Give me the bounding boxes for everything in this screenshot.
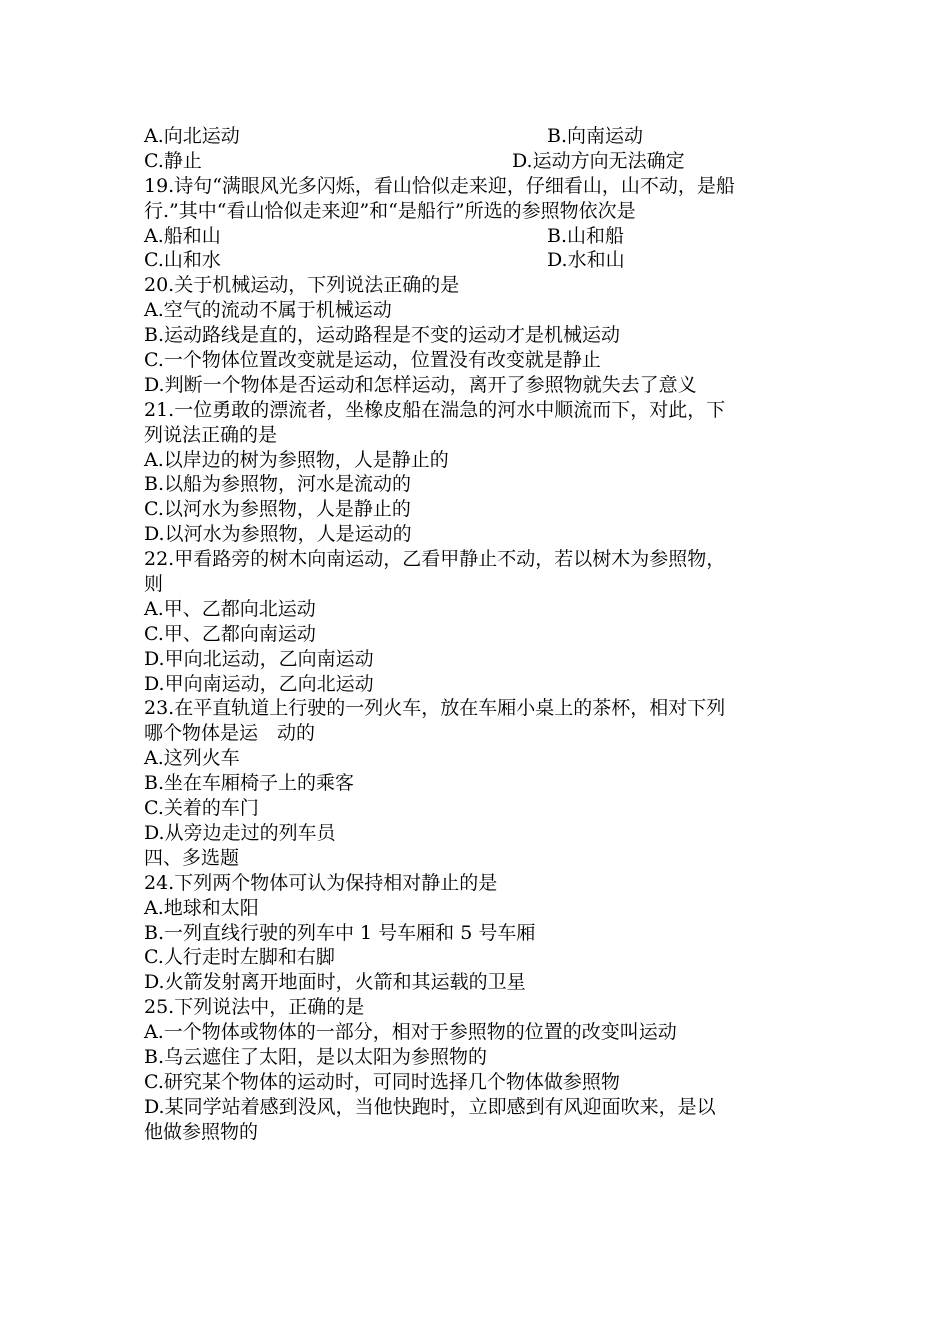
- q18-options-row-2: [144, 149, 814, 174]
- q18-option-d: D.运动方向无法确定: [512, 149, 685, 172]
- q18-option-b: B.向南运动: [547, 125, 644, 147]
- q22-stem-line-2: 则: [144, 573, 164, 596]
- q19-options-row-1: [144, 224, 814, 249]
- q20-option-c: C.一个物体位置改变就是运动，位置没有改变就是静止: [144, 349, 601, 372]
- q19-stem-line-2: 行.”其中“看山恰似走来迎”和“是船行”所选的参照物依次是: [144, 199, 636, 222]
- q23-option-d: D.从旁边走过的列车员: [144, 821, 336, 844]
- q21-stem-line-1: 21.一位勇敢的漂流者，坐橡皮船在湍急的河水中顺流而下，对此，下: [144, 398, 726, 421]
- q20-option-d: D.判断一个物体是否运动和怎样运动，离开了参照物就失去了意义: [144, 373, 697, 396]
- q23-option-a: A.这列火车: [144, 747, 240, 770]
- q20-option-b: B.运动路线是直的，运动路程是不变的运动才是机械运动: [144, 324, 621, 347]
- q22-stem-line-1: 22.甲看路旁的树木向南运动，乙看甲静止不动，若以树木为参照物，: [144, 548, 726, 571]
- q22-option-c: C.甲、乙都向南运动: [144, 622, 316, 645]
- q18-options-row-1: [144, 124, 814, 149]
- q23-stem-line-1: 23.在平直轨道上行驶的一列火车，放在车厢小桌上的茶杯，相对下列: [144, 697, 726, 720]
- q25-option-d-line-2: 他做参照物的: [144, 1120, 259, 1143]
- q18-option-c: C.静止: [144, 149, 202, 172]
- question-list: [144, 124, 814, 1145]
- q20-option-a: A.空气的流动不属于机械运动: [144, 299, 392, 322]
- q25-option-d-line-1: D.某同学站着感到没风，当他快跑时，立即感到有风迎面吹来，是以: [144, 1095, 716, 1118]
- q23-option-b: B.坐在车厢椅子上的乘客: [144, 772, 355, 795]
- q22-option-d-second: D.甲向南运动，乙向北运动: [144, 672, 374, 695]
- q18-option-a: A.向北运动: [144, 125, 240, 147]
- q21-option-d: D.以河水为参照物，人是运动的: [144, 523, 412, 546]
- q25-stem: 25.下列说法中，正确的是: [144, 996, 365, 1019]
- q22-option-a: A.甲、乙都向北运动: [144, 597, 316, 620]
- q24-stem: 24.下列两个物体可认为保持相对静止的是: [144, 871, 498, 894]
- q19-option-a: A.船和山: [144, 224, 221, 247]
- q20-stem: 20.关于机械运动，下列说法正确的是: [144, 274, 460, 297]
- q19-options-row-2: [144, 248, 814, 273]
- q19-option-d: D.水和山: [547, 249, 625, 272]
- q24-option-d: D.火箭发射离开地面时，火箭和其运载的卫星: [144, 971, 526, 994]
- q22-option-d-first: D.甲向北运动，乙向南运动: [144, 647, 374, 670]
- q21-stem-line-2: 列说法正确的是: [144, 423, 278, 446]
- q19-option-c: C.山和水: [144, 249, 221, 272]
- q23-option-c: C.关着的车门: [144, 797, 259, 820]
- q21-option-a: A.以岸边的树为参照物，人是静止的: [144, 448, 449, 471]
- q24-option-a: A.地球和太阳: [144, 896, 259, 919]
- q21-option-c: C.以河水为参照物，人是静止的: [144, 498, 411, 521]
- q19-stem-line-1: 19.诗句“满眼风光多闪烁，看山恰似走来迎，仔细看山，山不动，是船: [144, 174, 735, 197]
- q21-option-b: B.以船为参照物，河水是流动的: [144, 473, 412, 496]
- q25-option-c: C.研究某个物体的运动时，可同时选择几个物体做参照物: [144, 1070, 620, 1093]
- q25-option-a: A.一个物体或物体的一部分，相对于参照物的位置的改变叫运动: [144, 1021, 677, 1044]
- section-title-multiple-choice: 四、多选题: [144, 846, 240, 869]
- q24-option-b: B.一列直线行驶的列车中 1 号车厢和 5 号车厢: [144, 921, 536, 944]
- q23-stem-line-2: 哪个物体是运 动的: [144, 722, 316, 745]
- q25-option-b: B.乌云遮住了太阳，是以太阳为参照物的: [144, 1045, 488, 1068]
- q24-option-c: C.人行走时左脚和右脚: [144, 946, 335, 969]
- q19-option-b: B.山和船: [547, 224, 625, 247]
